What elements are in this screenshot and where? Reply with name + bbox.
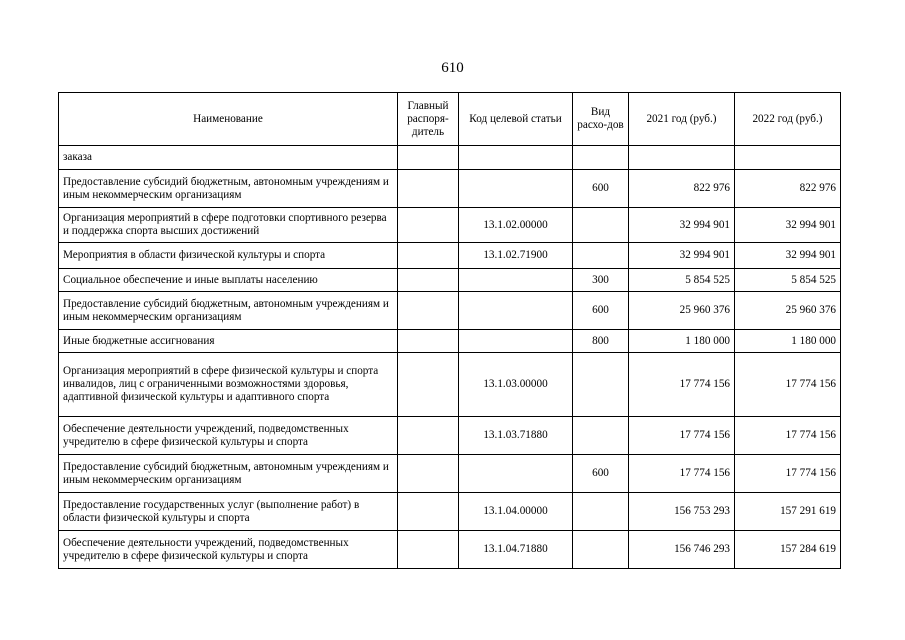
- row-name: Мероприятия в области физической культуры и спорта: [59, 243, 398, 269]
- row-2021: 1 180 000: [629, 330, 735, 353]
- row-2021: 156 746 293: [629, 531, 735, 569]
- row-type: [573, 208, 629, 243]
- row-type: [573, 417, 629, 455]
- row-2021: [629, 146, 735, 170]
- table-row: [59, 208, 841, 243]
- row-2022: 822 976: [735, 170, 841, 208]
- row-type: [573, 493, 629, 531]
- table-row: [59, 330, 841, 353]
- row-chief: [398, 170, 459, 208]
- row-2022: 157 284 619: [735, 531, 841, 569]
- row-type: [573, 243, 629, 269]
- row-chief: [398, 531, 459, 569]
- row-2022: [735, 146, 841, 170]
- table-row: [59, 531, 841, 569]
- table-header-row: [59, 93, 841, 146]
- row-name: Организация мероприятий в сфере физической культуры и спорта инвалидов, лиц с ограниченными возможностями здоровья, адаптивной физической культуры и адаптивного спорта: [59, 353, 398, 417]
- row-code: [459, 170, 573, 208]
- row-code: 13.1.04.00000: [459, 493, 573, 531]
- row-2021: 32 994 901: [629, 208, 735, 243]
- row-2022: 17 774 156: [735, 353, 841, 417]
- table-row: [59, 455, 841, 493]
- row-type: 600: [573, 292, 629, 330]
- row-code: [459, 269, 573, 292]
- row-2022: 32 994 901: [735, 243, 841, 269]
- row-type: [573, 353, 629, 417]
- row-name: Предоставление субсидий бюджетным, автономным учреждениям и иным некоммерческим организациям: [59, 455, 398, 493]
- row-code: 13.1.03.71880: [459, 417, 573, 455]
- row-2021: 17 774 156: [629, 353, 735, 417]
- row-2021: 17 774 156: [629, 455, 735, 493]
- header-2022: 2022 год (руб.): [735, 93, 841, 146]
- row-2022: 17 774 156: [735, 455, 841, 493]
- table-row: [59, 269, 841, 292]
- row-chief: [398, 146, 459, 170]
- row-name: Организация мероприятий в сфере подготовки спортивного резерва и поддержка спорта высших достижений: [59, 208, 398, 243]
- row-code: 13.1.02.00000: [459, 208, 573, 243]
- header-name: Наименование: [59, 93, 398, 146]
- row-name: Предоставление субсидий бюджетным, автономным учреждениям и иным некоммерческим организациям: [59, 292, 398, 330]
- row-chief: [398, 292, 459, 330]
- row-name: Обеспечение деятельности учреждений, подведомственных учредителю в сфере физической культуры и спорта: [59, 417, 398, 455]
- row-2022: 5 854 525: [735, 269, 841, 292]
- row-2021: 17 774 156: [629, 417, 735, 455]
- header-code: Код целевой статьи: [459, 93, 573, 146]
- row-name: заказа: [59, 146, 398, 170]
- row-2021: 156 753 293: [629, 493, 735, 531]
- header-chief: Главный распоря-дитель: [398, 93, 459, 146]
- row-2021: 822 976: [629, 170, 735, 208]
- table-row: [59, 353, 841, 417]
- row-name: Обеспечение деятельности учреждений, подведомственных учредителю в сфере физической культуры и спорта: [59, 531, 398, 569]
- row-code: [459, 330, 573, 353]
- table-row: [59, 170, 841, 208]
- row-code: 13.1.02.71900: [459, 243, 573, 269]
- row-name: Иные бюджетные ассигнования: [59, 330, 398, 353]
- row-2022: 25 960 376: [735, 292, 841, 330]
- page-number: 610: [441, 60, 464, 76]
- row-name: Предоставление государственных услуг (выполнение работ) в области физической культуры и спорта: [59, 493, 398, 531]
- row-type: [573, 531, 629, 569]
- row-type: [573, 146, 629, 170]
- row-2021: 32 994 901: [629, 243, 735, 269]
- row-2021: 5 854 525: [629, 269, 735, 292]
- budget-table: [58, 92, 841, 569]
- table-row: [59, 146, 841, 170]
- row-chief: [398, 269, 459, 292]
- row-chief: [398, 330, 459, 353]
- row-type: 600: [573, 170, 629, 208]
- row-2022: 17 774 156: [735, 417, 841, 455]
- row-2022: 157 291 619: [735, 493, 841, 531]
- row-2022: 1 180 000: [735, 330, 841, 353]
- row-name: Социальное обеспечение и иные выплаты населению: [59, 269, 398, 292]
- row-chief: [398, 353, 459, 417]
- row-code: 13.1.04.71880: [459, 531, 573, 569]
- header-2021: 2021 год (руб.): [629, 93, 735, 146]
- row-2021: 25 960 376: [629, 292, 735, 330]
- row-type: 800: [573, 330, 629, 353]
- row-chief: [398, 493, 459, 531]
- header-type: Вид расхо-дов: [573, 93, 629, 146]
- row-chief: [398, 455, 459, 493]
- row-code: 13.1.03.00000: [459, 353, 573, 417]
- table-row: [59, 493, 841, 531]
- row-code: [459, 146, 573, 170]
- row-type: 600: [573, 455, 629, 493]
- row-2022: 32 994 901: [735, 208, 841, 243]
- row-chief: [398, 208, 459, 243]
- table-row: [59, 292, 841, 330]
- table-row: [59, 243, 841, 269]
- row-name: Предоставление субсидий бюджетным, автономным учреждениям и иным некоммерческим организациям: [59, 170, 398, 208]
- row-type: 300: [573, 269, 629, 292]
- row-code: [459, 455, 573, 493]
- row-chief: [398, 417, 459, 455]
- row-chief: [398, 243, 459, 269]
- row-code: [459, 292, 573, 330]
- table-row: [59, 417, 841, 455]
